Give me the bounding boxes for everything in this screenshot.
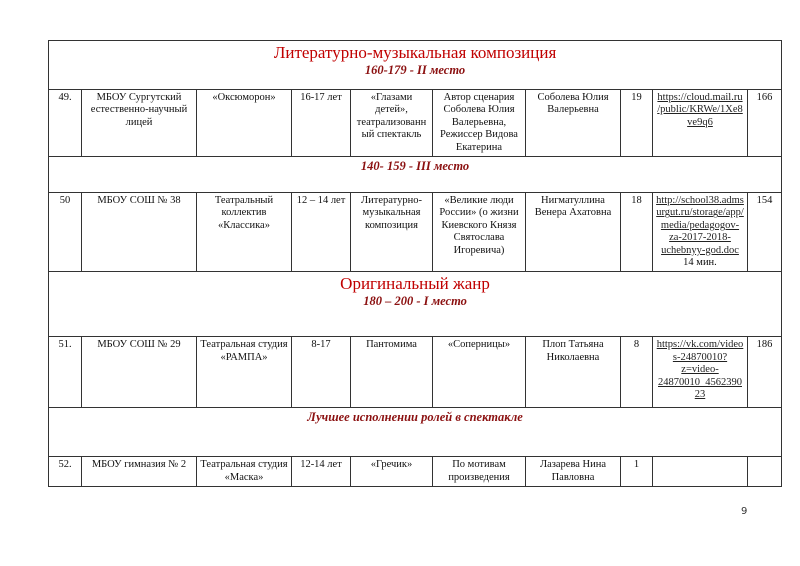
section-subtitle: 160-179 - II место (364, 63, 466, 77)
section-header-row (49, 41, 782, 90)
collective-cell: Театральный коллектив «Классика» (197, 193, 292, 272)
section-subtitle: 180 – 200 - I место (363, 294, 467, 309)
count-cell: 18 (621, 193, 653, 272)
work-cell: По мотивам произведения (433, 457, 526, 487)
leader-cell: Нигматуллина Венера Ахатовна (526, 193, 621, 272)
video-link[interactable]: http://school38.admsurgut.ru/storage/app/media/pedagogov-za-2017-2018-uchebnyy-god.doc (656, 195, 744, 256)
age-cell: 12 – 14 лет (292, 193, 351, 272)
leader-cell: Плоп Татьяна Николаевна (526, 337, 621, 408)
video-link[interactable]: https://vk.com/videos-24870010?z=video-24870010_456239023 (656, 339, 744, 401)
results-table (48, 40, 782, 487)
genre-cell: Пантомима (351, 337, 433, 408)
collective-cell: «Оксюморон» (197, 90, 292, 157)
section-header-row (49, 157, 782, 193)
section-header (49, 157, 782, 193)
count-cell: 1 (621, 457, 653, 487)
row-number: 51. (49, 337, 82, 408)
school-cell: МБОУ СОШ № 38 (82, 193, 197, 272)
section-header-row (49, 408, 782, 457)
section-header (49, 41, 782, 90)
age-cell: 16-17 лет (292, 90, 351, 157)
table-row (49, 193, 782, 272)
section-header (49, 272, 782, 337)
link-cell (653, 193, 748, 272)
work-cell: Автор сценария Соболева Юлия Валерьевна, Режиссер Видова Екатерина (433, 90, 526, 157)
score-cell: 166 (748, 90, 782, 157)
genre-cell: «Глазами детей», театрализованный спектакль (351, 90, 433, 157)
video-link[interactable]: https://cloud.mail.ru/public/KRWe/1Xe8ve9q6 (657, 92, 743, 128)
row-number: 52. (49, 457, 82, 487)
collective-cell: Театральная студия «РАМПА» (197, 337, 292, 408)
work-cell: «Великие люди России» (о жизни Киевского Князя Святослава Игоревича) (433, 193, 526, 272)
genre-cell: «Гречик» (351, 457, 433, 487)
count-cell: 8 (621, 337, 653, 408)
school-cell: МБОУ СОШ № 29 (82, 337, 197, 408)
genre-cell: Литературно-музыкальная композиция (351, 193, 433, 272)
school-cell: МБОУ Сургутский естественно-научный лицей (82, 90, 197, 157)
page-number: 9 (741, 506, 748, 517)
count-cell: 19 (621, 90, 653, 157)
score-cell (748, 457, 782, 487)
row-number: 49. (49, 90, 82, 157)
section-title: Литературно-музыкальная композиция (273, 43, 557, 62)
collective-cell: Театральная студия «Маска» (197, 457, 292, 487)
score-cell: 186 (748, 337, 782, 408)
row-number: 50 (49, 193, 82, 272)
age-cell: 12-14 лет (292, 457, 351, 487)
school-cell: МБОУ гимназия № 2 (82, 457, 197, 487)
section-subtitle: 140- 159 - III место (360, 159, 470, 174)
section-header (49, 408, 782, 457)
leader-cell: Лазарева Нина Павловна (526, 457, 621, 487)
link-cell (653, 457, 748, 487)
table-row (49, 457, 782, 487)
section-header-row (49, 272, 782, 337)
table-row (49, 90, 782, 157)
leader-cell: Соболева Юлия Валерьевна (526, 90, 621, 157)
table-row (49, 337, 782, 408)
section-title: Оригинальный жанр (340, 274, 490, 294)
score-cell: 154 (748, 193, 782, 272)
section-subtitle: Лучшее исполнении ролей в спектакле (307, 410, 523, 425)
work-cell: «Соперницы» (433, 337, 526, 408)
link-cell (653, 337, 748, 408)
age-cell: 8-17 (292, 337, 351, 408)
link-cell (653, 90, 748, 157)
duration-text: 14 мин. (683, 257, 717, 269)
